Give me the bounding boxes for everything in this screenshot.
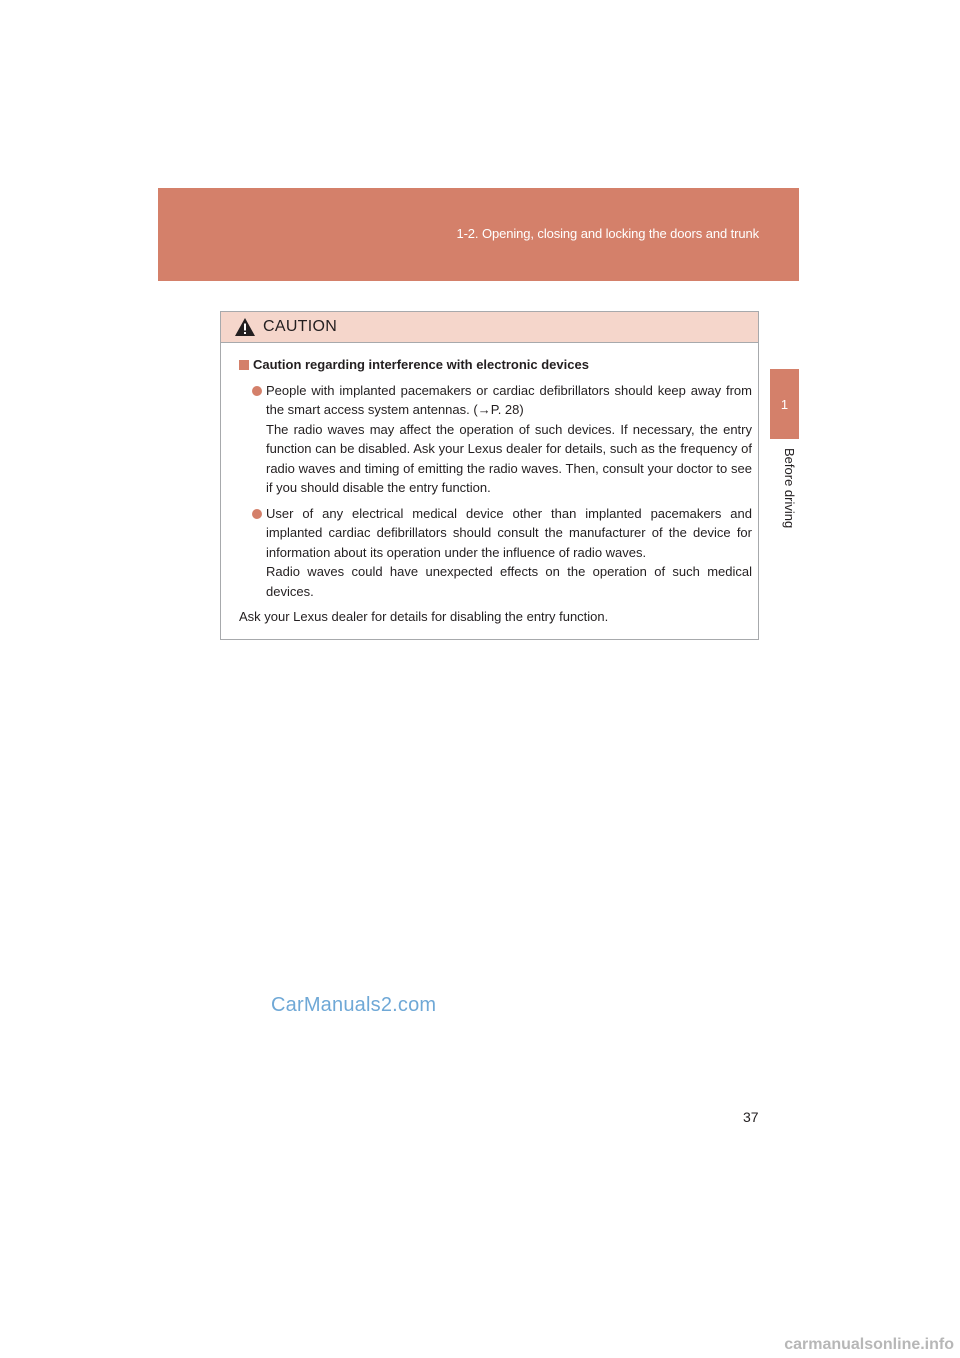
chapter-tab: [770, 369, 799, 439]
chapter-number: 1: [780, 396, 789, 412]
bullet-line: People with implanted pacemakers or cardiac defibrillators should keep away from the smart access system antennas. (→P. 28): [266, 382, 752, 417]
round-bullet-icon: [252, 509, 262, 519]
bullet-item: [252, 381, 752, 498]
bullet-line: The radio waves may affect the operation of such devices. If necessary, the entry function can be disabled. Ask your Lexus dealer for details, such as the frequency of radio waves and timing of emitting the radio waves. Then, consult your doctor to see if you should disable the entry function.: [266, 421, 752, 495]
warning-triangle-icon: [234, 317, 256, 337]
caution-box: [220, 311, 759, 640]
chapter-label: Before driving: [782, 448, 797, 529]
caution-note: Ask your Lexus dealer for details for disabling the entry function.: [239, 609, 609, 624]
subheading-text: Caution regarding interference with electronic devices: [253, 357, 589, 372]
caution-body: [221, 343, 758, 627]
bullet-text: [266, 381, 752, 498]
round-bullet-icon: [252, 386, 262, 396]
caution-subheading: [239, 355, 752, 375]
page-number: 37: [743, 1109, 759, 1125]
section-title: 1-2. Opening, closing and locking the doors and trunk: [456, 226, 759, 241]
bullet-text: [266, 504, 752, 602]
bullet-line: User of any electrical medical device other than implanted pacemakers and implanted cardiac defibrillators should consult the manufacturer of the device for information about its operation under the influence of radio waves.: [266, 505, 752, 560]
footer-watermark: carmanualsonline.info: [784, 1336, 954, 1353]
header-band: [158, 188, 799, 281]
watermark-link[interactable]: CarManuals2.com: [271, 994, 437, 1016]
caution-header: [221, 312, 758, 343]
caution-title: CAUTION: [263, 318, 338, 335]
bullet-line: Radio waves could have unexpected effects on the operation of such medical devices.: [266, 564, 752, 599]
square-bullet-icon: [239, 360, 249, 370]
bullet-item: [252, 504, 752, 602]
